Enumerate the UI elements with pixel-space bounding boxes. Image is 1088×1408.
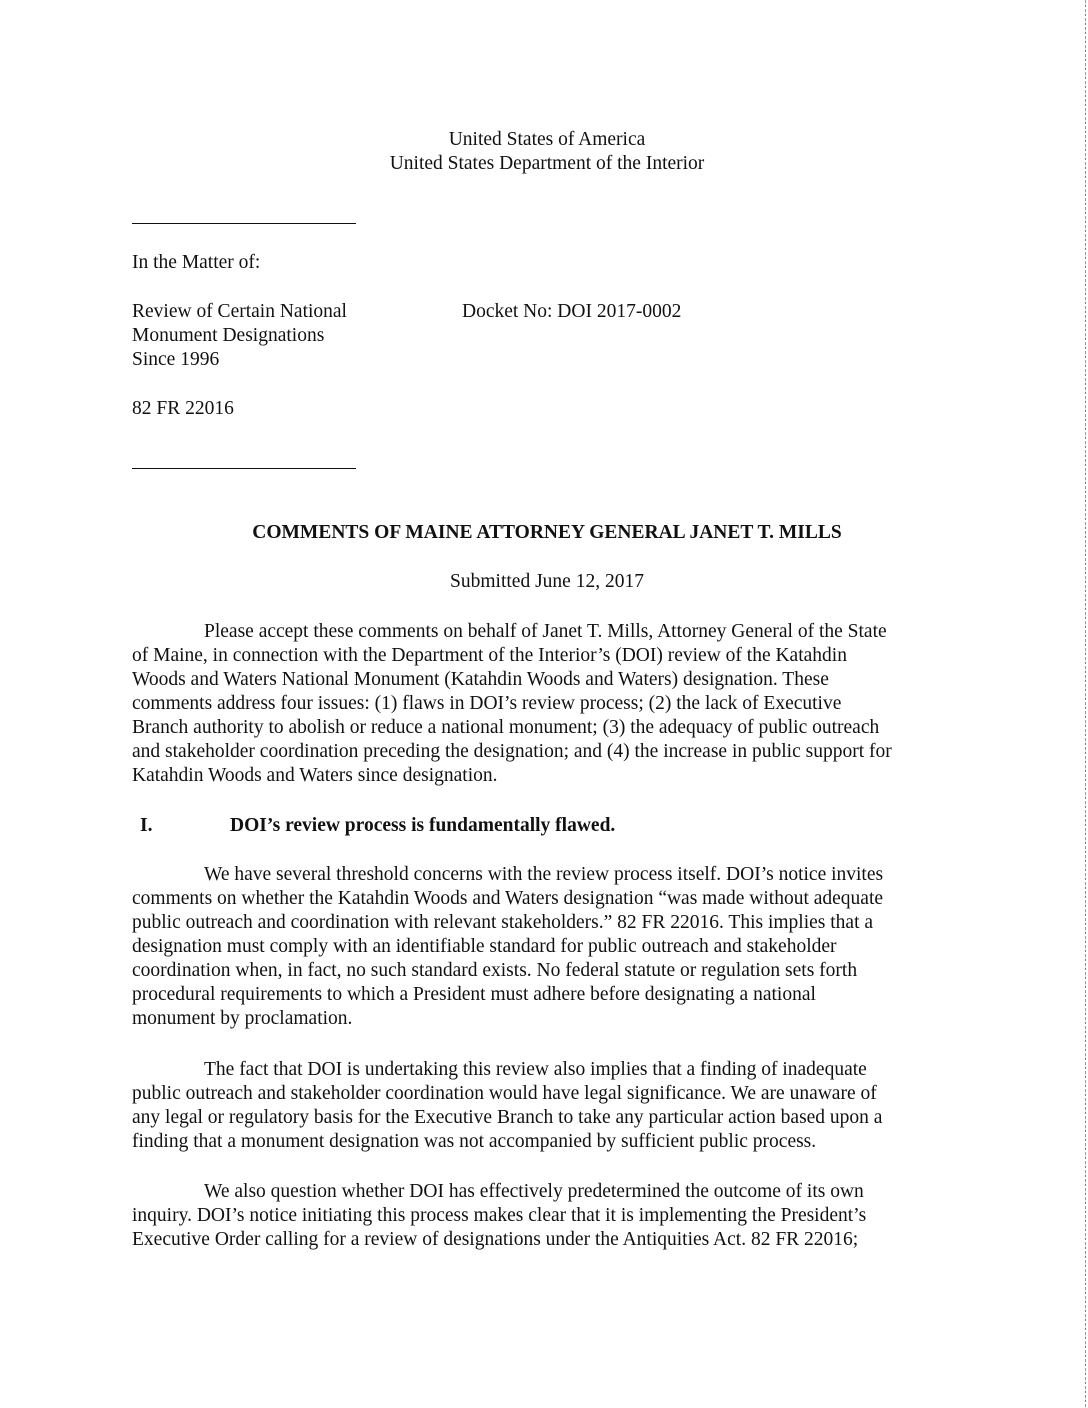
section-1-heading: DOI’s review process is fundamentally flawed. xyxy=(230,815,616,836)
intro-line-2: of Maine, in connection with the Department of the Interior’s (DOI) review of the Katahdin xyxy=(132,645,847,666)
matter-title-line-1: Review of Certain National xyxy=(132,301,347,322)
s1p1-line-6: procedural requirements to which a President must adhere before designating a national xyxy=(132,984,816,1005)
federal-register-citation: 82 FR 22016 xyxy=(132,398,234,419)
matter-label: In the Matter of: xyxy=(132,252,261,273)
s1p2-line-1: The fact that DOI is undertaking this review also implies that a finding of inadequate xyxy=(204,1059,867,1080)
s1p3-line-2: inquiry. DOI’s notice initiating this process makes clear that it is implementing the President’s xyxy=(132,1205,867,1226)
section-1-paragraph-3 xyxy=(132,1180,972,1252)
docket-number: Docket No: DOI 2017-0002 xyxy=(462,301,682,322)
intro-line-5: Branch authority to abolish or reduce a national monument; (3) the adequacy of public outreach xyxy=(132,717,880,738)
s1p1-line-5: coordination when, in fact, no such standard exists. No federal statute or regulation sets forth xyxy=(132,960,858,981)
document-title: COMMENTS OF MAINE ATTORNEY GENERAL JANET T. MILLS xyxy=(252,522,842,543)
intro-line-4: comments address four issues: (1) flaws in DOI’s review process; (2) the lack of Executive xyxy=(132,693,842,714)
s1p1-line-1: We have several threshold concerns with the review process itself. DOI’s notice invites xyxy=(204,864,884,885)
intro-line-7: Katahdin Woods and Waters since designation. xyxy=(132,765,498,786)
s1p3-line-1: We also question whether DOI has effectively predetermined the outcome of its own xyxy=(204,1181,864,1202)
intro-line-3: Woods and Waters National Monument (Katahdin Woods and Waters) designation. These xyxy=(132,669,829,690)
s1p1-line-2: comments on whether the Katahdin Woods and Waters designation “was made without adequate xyxy=(132,888,884,909)
matter-title-line-3: Since 1996 xyxy=(132,349,220,370)
submitted-date: Submitted June 12, 2017 xyxy=(450,571,644,592)
section-1-paragraph-1 xyxy=(132,863,972,1031)
scan-edge-artifact xyxy=(1085,0,1086,1408)
caption-top-rule xyxy=(132,223,356,224)
header-department: United States Department of the Interior xyxy=(389,153,705,174)
s1p2-line-3: any legal or regulatory basis for the Executive Branch to take any particular action based upon a xyxy=(132,1107,883,1128)
s1p2-line-2: public outreach and stakeholder coordination would have legal significance. We are unaware of xyxy=(132,1083,877,1104)
s1p1-line-4: designation must comply with an identifiable standard for public outreach and stakeholder xyxy=(132,936,837,957)
intro-paragraph xyxy=(132,620,972,788)
section-1-number: I. xyxy=(140,815,153,836)
intro-line-6: and stakeholder coordination preceding the designation; and (4) the increase in public support for xyxy=(132,741,892,762)
intro-line-1: Please accept these comments on behalf of Janet T. Mills, Attorney General of the State xyxy=(204,621,887,642)
s1p2-line-4: finding that a monument designation was not accompanied by sufficient public process. xyxy=(132,1131,817,1152)
section-1-paragraph-2 xyxy=(132,1058,972,1154)
matter-title-line-2: Monument Designations xyxy=(132,325,325,346)
s1p1-line-7: monument by proclamation. xyxy=(132,1008,353,1029)
s1p3-line-3: Executive Order calling for a review of designations under the Antiquities Act. 82 FR 22016; xyxy=(132,1229,859,1250)
caption-bottom-rule xyxy=(132,468,356,469)
s1p1-line-3: public outreach and coordination with relevant stakeholders.” 82 FR 22016. This implies that a xyxy=(132,912,874,933)
header-country: United States of America xyxy=(448,129,646,150)
